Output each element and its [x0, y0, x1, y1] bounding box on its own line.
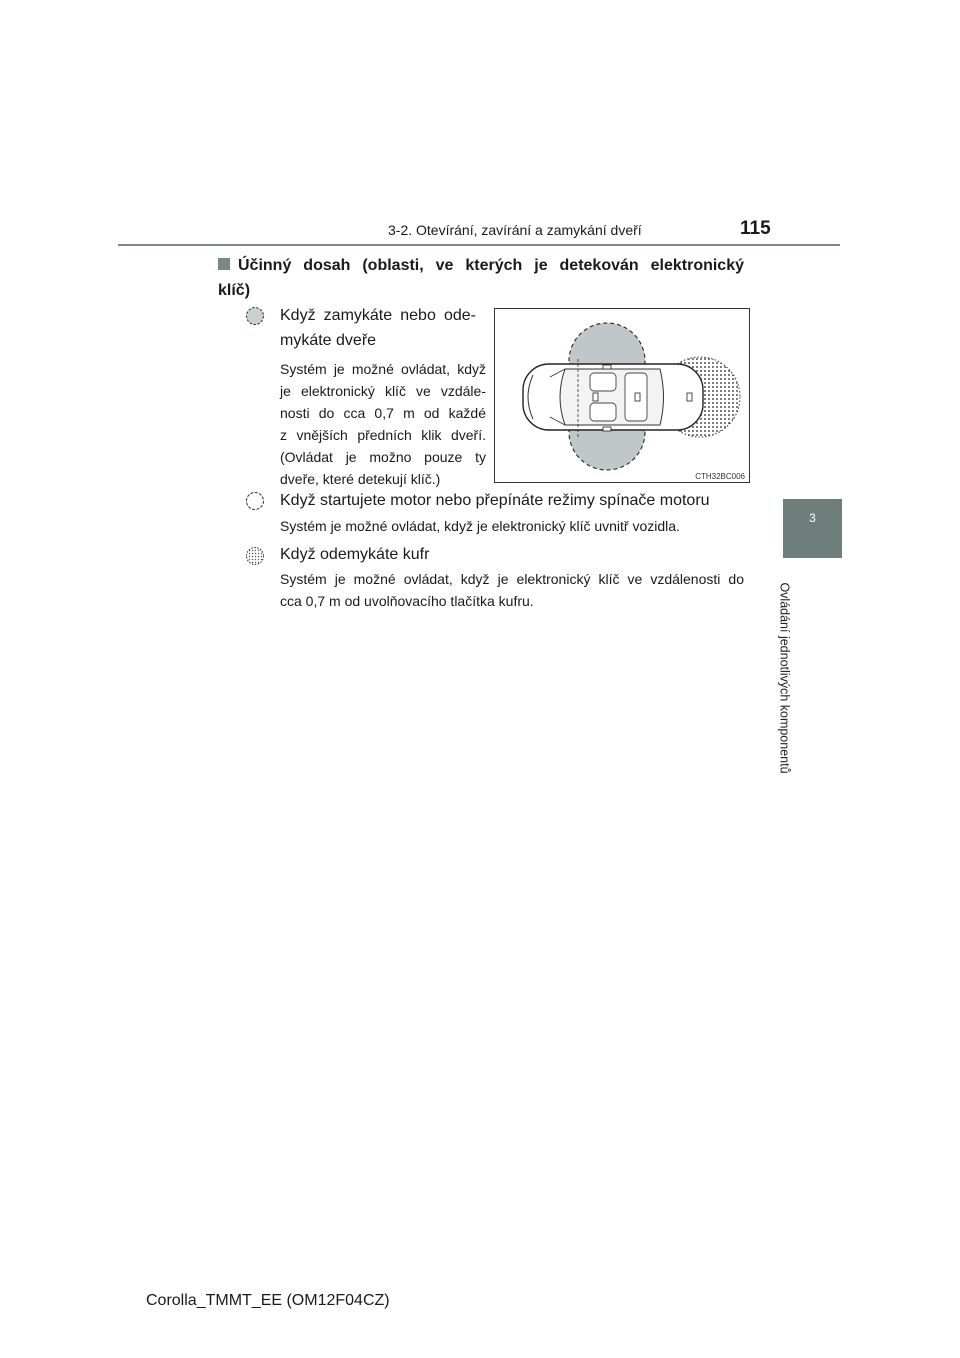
- section-title: [218, 253, 744, 303]
- body-line: dveře, které detekují klíč.): [280, 471, 441, 487]
- item-3-body: [280, 568, 744, 612]
- detection-range-figure: [494, 308, 750, 483]
- header-divider: [118, 244, 840, 246]
- section-title-line2: klíč): [218, 282, 251, 299]
- item-1-heading-line1: Když zamykáte nebo ode-: [280, 307, 476, 324]
- seat: [590, 373, 616, 391]
- body-line: cca 0,7 m od uvolňovacího tlačítka kufru.: [280, 593, 534, 609]
- body-line: nosti do cca 0,7 m od každé: [280, 405, 486, 421]
- dashed-circle-icon: [245, 306, 265, 326]
- body-line: (Ovládat je možno pouze ty: [280, 449, 486, 465]
- section-title-line1: Účinný dosah (oblasti, ve kterých je detekován elektronický: [238, 257, 744, 274]
- body-line: Systém je možné ovládat, když: [280, 361, 486, 377]
- dotted-circle-icon: [245, 546, 265, 566]
- body-line: je elektronický klíč ve vzdále-: [280, 383, 486, 399]
- chapter-label-text: Ovládání jednotlivých komponentů: [778, 582, 792, 774]
- chapter-tab: 3: [783, 499, 842, 558]
- square-bullet-icon: [218, 258, 230, 270]
- item-3-heading: Když odemykáte kufr: [280, 546, 430, 563]
- footer-document-id: Corolla_TMMT_EE (OM12F04CZ): [146, 1292, 390, 1309]
- item-1-heading-line2: mykáte dveře: [280, 332, 377, 349]
- running-header: 3-2. Otevírání, zavírání a zamykání dveří: [388, 222, 642, 238]
- item-1-heading: [280, 303, 476, 353]
- page-number: 115: [740, 218, 771, 239]
- body-line: Systém je možné ovládat, když je elektronický klíč ve vzdálenosti do: [280, 571, 744, 587]
- car-top-view-illustration: [495, 309, 751, 484]
- figure-code: CTH32BC006: [695, 472, 745, 481]
- item-1-body: [280, 358, 486, 490]
- body-line: z vnějších předních klik dveří.: [280, 427, 486, 443]
- item-2-body: Systém je možné ovládat, když je elektronický klíč uvnitř vozidla.: [280, 518, 680, 534]
- seat: [590, 403, 616, 421]
- circle-icon: [245, 491, 265, 511]
- item-2-heading: Když startujete motor nebo přepínáte režimy spínače motoru: [280, 492, 710, 509]
- chapter-label: [760, 566, 810, 790]
